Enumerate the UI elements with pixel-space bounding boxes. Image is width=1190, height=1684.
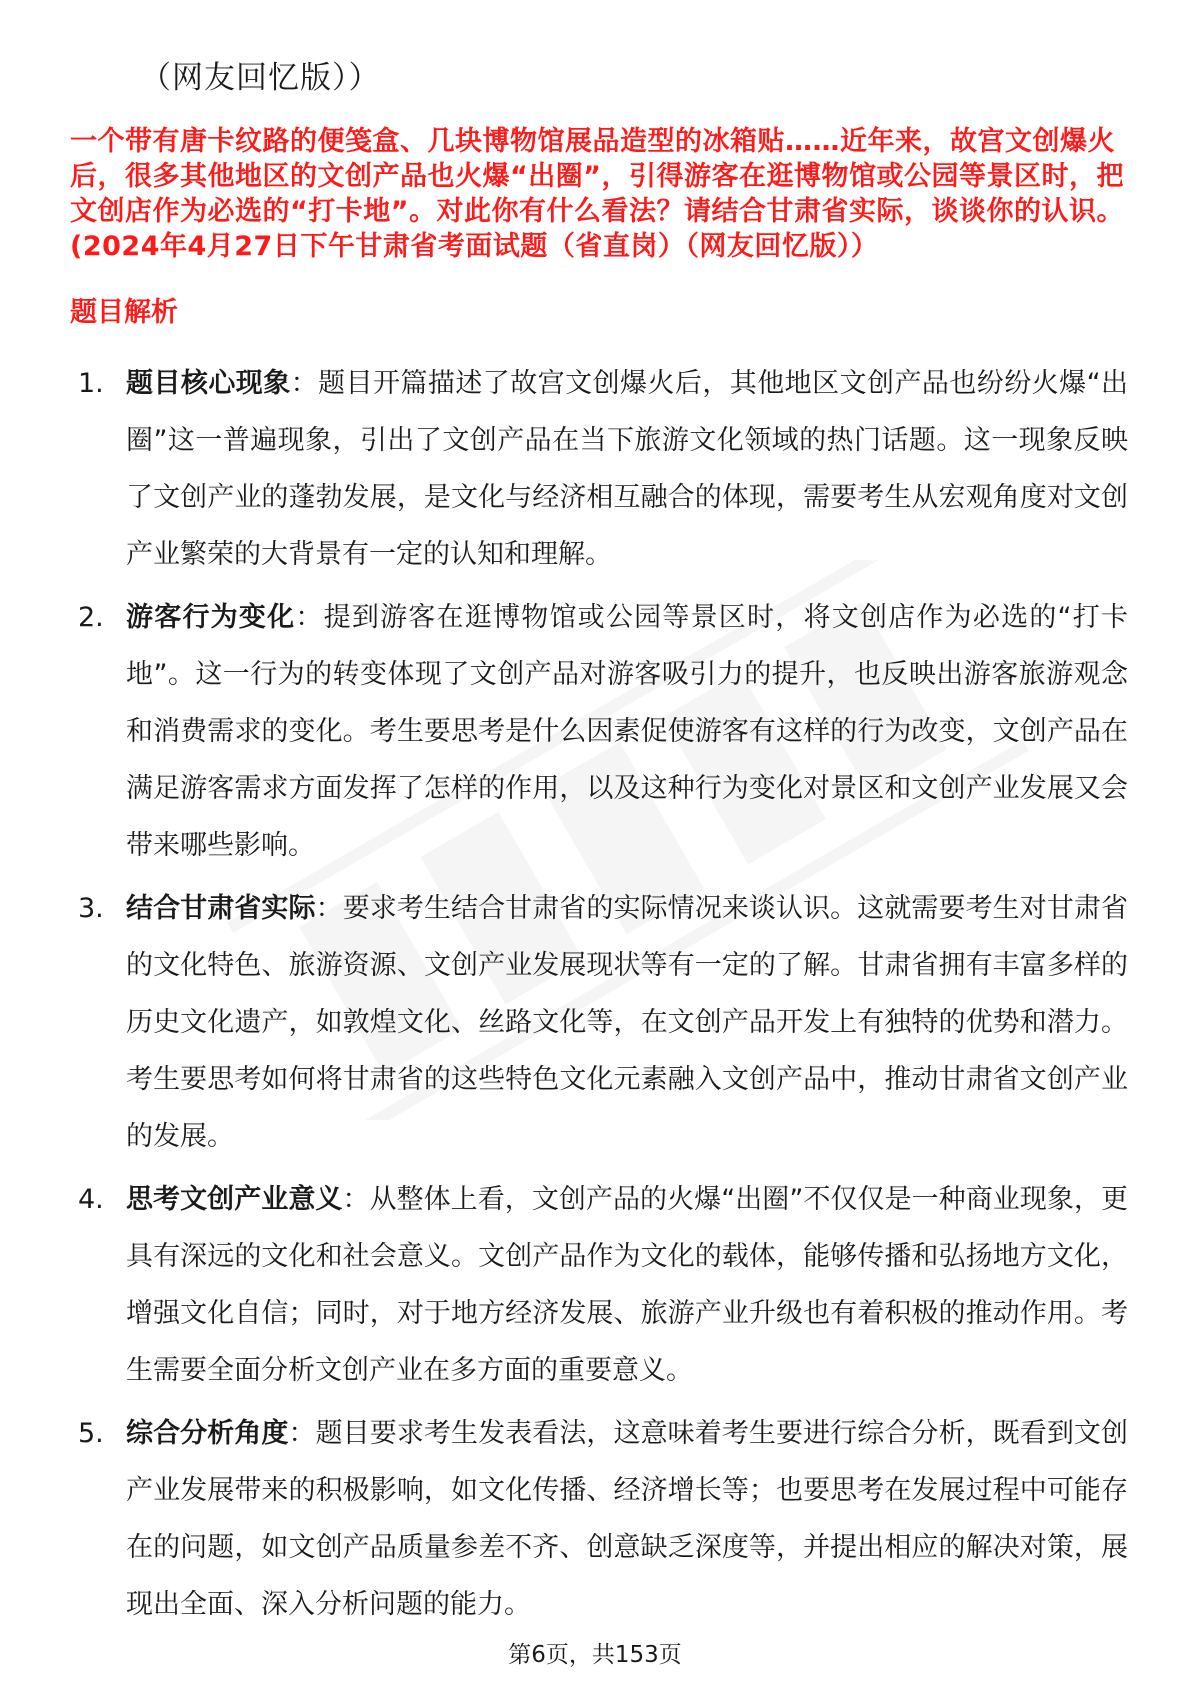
item-number: 5. — [78, 1418, 104, 1449]
item-body: 提到游客在逛博物馆或公园等景区时，将文创店作为必选的“打卡地”。这一行为的转变体现了文创产品对游客吸引力的提升，也反映出游客旅游观念和消费需求的变化。考生要思考是什么因素促使游客有这样的行为改变，文创产品在满足游客需求方面发挥了怎样的作用，以及这种行为变化对景区和文创产业发展又会带来哪些影响。 — [126, 602, 1128, 861]
item-body: 题目开篇描述了故宫文创爆火后，其他地区文创产品也纷纷火爆“出圈”这一普遍现象，引出了文创产品在当下旅游文化领域的热门话题。这一现象反映了文创产业的蓬勃发展，是文化与经济相互融合的体现，需要考生从宏观角度对文创产业繁荣的大背景有一定的认知和理解。 — [126, 368, 1129, 570]
header-fragment: （网友回忆版）） — [140, 60, 381, 96]
list-item — [78, 880, 1128, 1165]
list-item — [78, 1405, 1128, 1633]
item-separator: ： — [290, 368, 319, 399]
item-number: 1. — [78, 368, 104, 399]
item-number: 4. — [78, 1184, 104, 1215]
item-number: 3. — [78, 893, 104, 924]
item-body: 从整体上看，文创产品的火爆“出圈”不仅仅是一种商业现象，更具有深远的文化和社会意义。文创产品作为文化的载体，能够传播和弘扬地方文化，增强文化自信；同时，对于地方经济发展、旅游产业升级也有着积极的推动作用。考生需要全面分析文创产业在多方面的重要意义。 — [126, 1184, 1128, 1386]
item-heading: 综合分析角度 — [126, 1418, 289, 1449]
page-footer: 第6页，共153页 — [508, 1642, 682, 1668]
list-item — [78, 589, 1128, 874]
item-number: 2. — [78, 602, 104, 633]
item-heading: 结合甘肃省实际 — [126, 893, 316, 924]
analysis-list — [78, 355, 1128, 1639]
item-separator: ： — [295, 602, 324, 633]
section-title: 题目解析 — [70, 297, 178, 328]
item-separator: ： — [342, 1184, 370, 1215]
item-body: 要求考生结合甘肃省的实际情况来谈认识。这就需要考生对甘肃省的文化特色、旅游资源、文创产业发展现状等有一定的了解。甘肃省拥有丰富多样的历史文化遗产，如敦煌文化、丝路文化等，在文创产品开发上有独特的优势和潜力。考生要思考如何将甘肃省的这些特色文化元素融入文创产品中，推动甘肃省文创产业的发展。 — [126, 893, 1129, 1152]
question-text: 一个带有唐卡纹路的便笺盒、几块博物馆展品造型的冰箱贴……近年来，故宫文创爆火后，很多其他地区的文创产品也火爆“出圈”，引得游客在逛博物馆或公园等景区时，把文创店作为必选的“打卡地”。对此你有什么看法？请结合甘肃省实际，谈谈你的认识。(2024年4月27日下午甘肃省考面试题（省直岗）（网友回忆版）） — [70, 126, 1124, 262]
item-body: 题目要求考生发表看法，这意味着考生要进行综合分析，既看到文创产业发展带来的积极影响，如文化传播、经济增长等；也要思考在发展过程中可能存在的问题，如文创产品质量参差不齐、创意缺乏深度等，并提出相应的解决对策，展现出全面、深入分析问题的能力。 — [126, 1418, 1129, 1620]
item-heading: 思考文创产业意义 — [126, 1184, 343, 1215]
item-separator: ： — [288, 1418, 316, 1449]
list-item — [78, 355, 1128, 583]
item-separator: ： — [315, 893, 343, 924]
item-heading: 游客行为变化 — [126, 602, 296, 633]
item-heading: 题目核心现象 — [126, 368, 291, 399]
list-item — [78, 1171, 1128, 1399]
